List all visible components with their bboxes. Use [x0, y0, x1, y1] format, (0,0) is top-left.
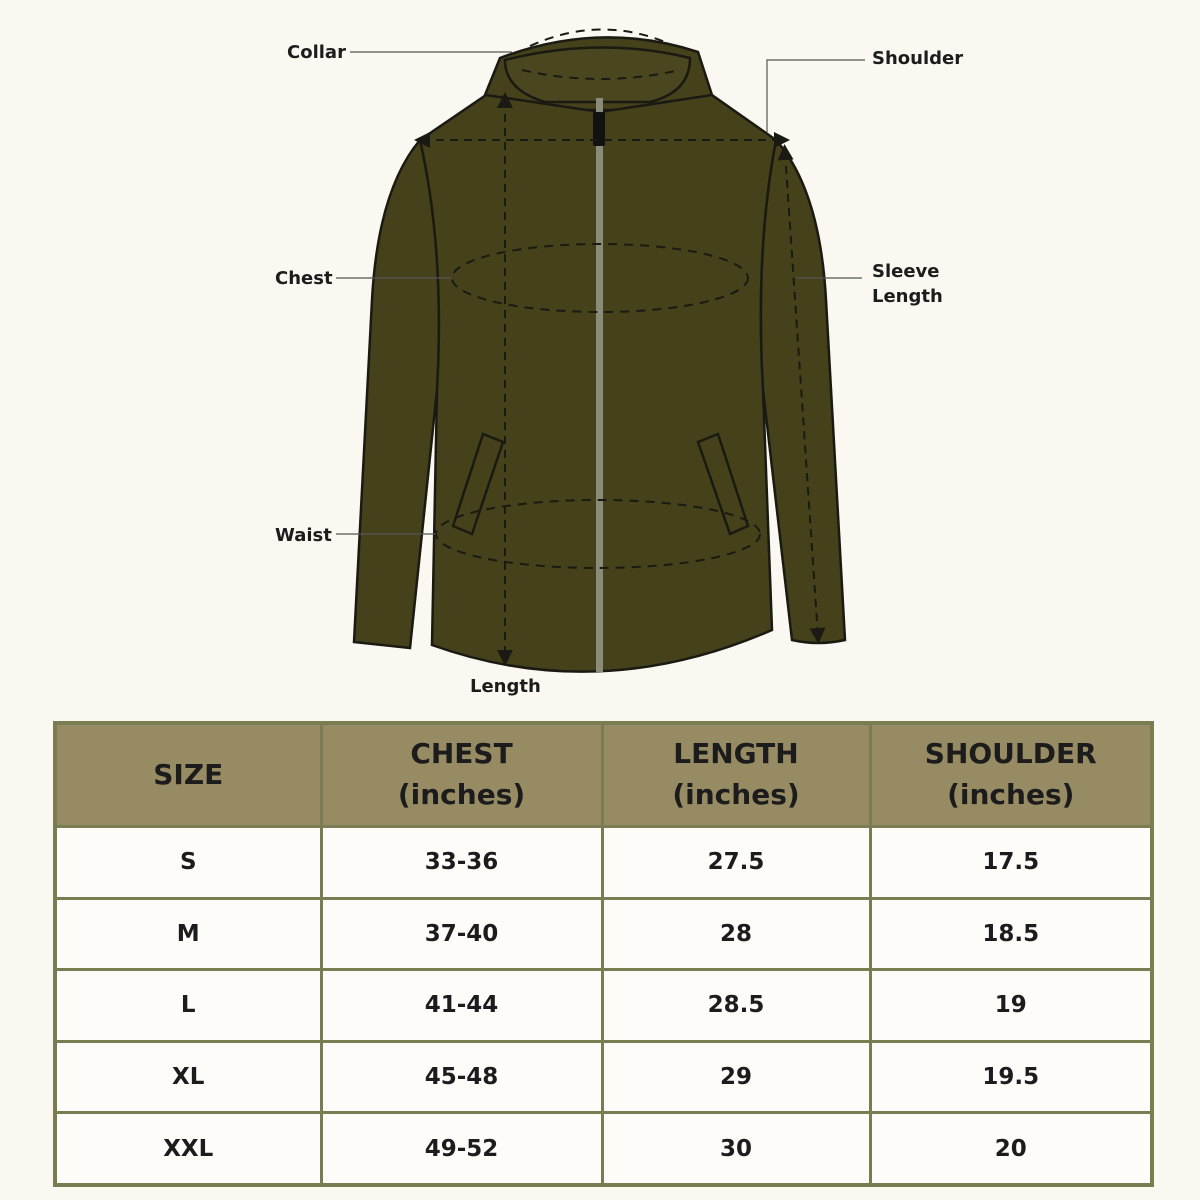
header-row — [55, 723, 1152, 827]
header-length-label: LENGTH — [673, 737, 799, 771]
header-size — [55, 723, 321, 827]
header-chest — [321, 723, 602, 827]
zipper — [596, 98, 603, 672]
size-chart-header — [55, 723, 1152, 827]
shoulder-cell: 18.5 — [870, 898, 1152, 970]
header-length — [602, 723, 870, 827]
hood-opening — [505, 47, 690, 102]
length-cell: 27.5 — [602, 827, 870, 899]
header-size-label: SIZE — [153, 757, 224, 791]
shoulder-cell: 19.5 — [870, 1041, 1152, 1113]
size-cell: XL — [55, 1041, 321, 1113]
chest-cell: 37-40 — [321, 898, 602, 970]
length-cell: 28.5 — [602, 970, 870, 1042]
table-row — [55, 827, 1152, 899]
size-chart-table — [53, 721, 1154, 1187]
size-cell: S — [55, 827, 321, 899]
size-cell: L — [55, 970, 321, 1042]
chest-cell: 45-48 — [321, 1041, 602, 1113]
chest-label: Chest — [275, 268, 333, 289]
sleeve-length-label-line2: Length — [872, 286, 943, 307]
table-row — [55, 898, 1152, 970]
left-sleeve — [354, 140, 439, 648]
chest-cell: 33-36 — [321, 827, 602, 899]
size-cell: M — [55, 898, 321, 970]
shoulder-cell: 17.5 — [870, 827, 1152, 899]
header-chest-label: CHEST — [410, 737, 513, 771]
chest-cell: 49-52 — [321, 1113, 602, 1185]
size-chart-body — [55, 827, 1152, 1186]
length-cell: 29 — [602, 1041, 870, 1113]
waist-label: Waist — [275, 525, 332, 546]
size-cell: XXL — [55, 1113, 321, 1185]
sleeve-length-label-line1: Sleeve — [872, 261, 940, 282]
shoulder-cell: 20 — [870, 1113, 1152, 1185]
chest-cell: 41-44 — [321, 970, 602, 1042]
length-cell: 28 — [602, 898, 870, 970]
table-row — [55, 1041, 1152, 1113]
collar-label: Collar — [287, 42, 346, 63]
header-chest-unit: (inches) — [397, 778, 526, 811]
table-row — [55, 1113, 1152, 1185]
table-row — [55, 970, 1152, 1042]
length-label: Length — [470, 676, 541, 697]
header-shoulder-label: SHOULDER — [924, 737, 1097, 771]
shoulder-label: Shoulder — [872, 48, 964, 69]
header-shoulder-unit: (inches) — [947, 778, 1075, 811]
shoulder-leader — [767, 60, 865, 132]
header-length-unit: (inches) — [672, 778, 800, 811]
length-cell: 30 — [602, 1113, 870, 1185]
shoulder-cell: 19 — [870, 970, 1152, 1042]
header-shoulder — [870, 723, 1152, 827]
right-sleeve — [761, 140, 845, 643]
